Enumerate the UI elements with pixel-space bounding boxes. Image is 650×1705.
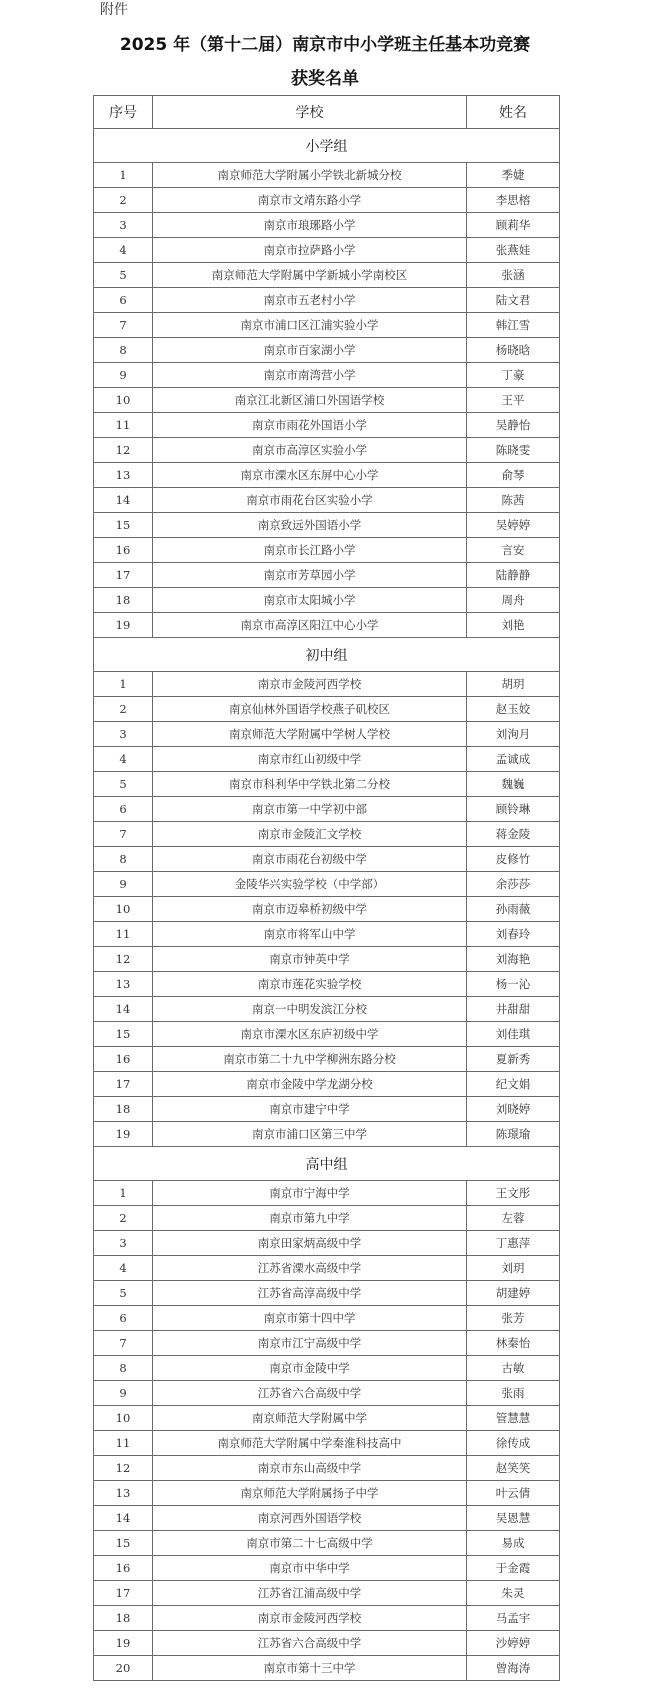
table-row [94,288,560,313]
row-name: 陆静静 [467,563,560,588]
table-row [94,1531,560,1556]
row-number: 7 [94,313,153,338]
row-school: 南京河西外国语学校 [153,1506,467,1531]
row-name: 韩江雪 [467,313,560,338]
row-number: 6 [94,1306,153,1331]
table-row [94,1097,560,1122]
row-name: 刘晓婷 [467,1097,560,1122]
row-school: 南京市迈皋桥初级中学 [153,897,467,922]
row-number: 6 [94,797,153,822]
row-name: 马孟宇 [467,1606,560,1631]
row-school: 南京市科利华中学铁北第二分校 [153,772,467,797]
row-school: 南京市百家湖小学 [153,338,467,363]
table-row [94,1072,560,1097]
row-number: 1 [94,1181,153,1206]
row-school: 南京市五老村小学 [153,288,467,313]
row-name: 丁惠萍 [467,1231,560,1256]
row-number: 16 [94,538,153,563]
row-number: 5 [94,772,153,797]
row-school: 江苏省溧水高级中学 [153,1256,467,1281]
table-row [94,413,560,438]
table-row [94,463,560,488]
row-school: 南京市第二十七高级中学 [153,1531,467,1556]
row-name: 刘佳琪 [467,1022,560,1047]
row-number: 6 [94,288,153,313]
row-school: 南京市江宁高级中学 [153,1331,467,1356]
table-row [94,1581,560,1606]
row-name: 沙婷婷 [467,1631,560,1656]
group-header-row [94,638,560,672]
row-name: 陈晓雯 [467,438,560,463]
row-school: 南京市琅琊路小学 [153,213,467,238]
row-school: 南京市金陵汇文学校 [153,822,467,847]
row-number: 9 [94,1381,153,1406]
roster-body [94,96,560,1681]
row-name: 张涵 [467,263,560,288]
row-number: 17 [94,563,153,588]
row-school: 南京市建宁中学 [153,1097,467,1122]
group-header-row [94,1147,560,1181]
row-name: 古敏 [467,1356,560,1381]
row-school: 江苏省江浦高级中学 [153,1581,467,1606]
table-row [94,697,560,722]
row-school: 南京市浦口区江浦实验小学 [153,313,467,338]
row-school: 南京市宁海中学 [153,1181,467,1206]
row-name: 吴静怡 [467,413,560,438]
table-row [94,772,560,797]
row-number: 12 [94,438,153,463]
row-name: 朱灵 [467,1581,560,1606]
row-school: 南京市第二十九中学柳洲东路分校 [153,1047,467,1072]
row-name: 刘玥 [467,1256,560,1281]
row-number: 18 [94,588,153,613]
row-school: 南京师范大学附属扬子中学 [153,1481,467,1506]
row-number: 10 [94,897,153,922]
table-row [94,722,560,747]
row-name: 胡建婷 [467,1281,560,1306]
row-school: 南京田家炳高级中学 [153,1231,467,1256]
row-name: 陈茜 [467,488,560,513]
row-number: 4 [94,1256,153,1281]
row-name: 夏新秀 [467,1047,560,1072]
table-row [94,797,560,822]
row-name: 林秦怡 [467,1331,560,1356]
row-number: 9 [94,872,153,897]
row-school: 南京市莲花实验学校 [153,972,467,997]
row-school: 南京市金陵中学 [153,1356,467,1381]
row-number: 19 [94,1122,153,1147]
row-name: 于金霞 [467,1556,560,1581]
row-school: 南京市南湾营小学 [153,363,467,388]
table-row [94,613,560,638]
table-row [94,1356,560,1381]
row-school: 南京师范大学附属中学秦淮科技高中 [153,1431,467,1456]
row-name: 余莎莎 [467,872,560,897]
table-row [94,1631,560,1656]
table-row [94,388,560,413]
row-number: 10 [94,1406,153,1431]
row-school: 南京市第一中学初中部 [153,797,467,822]
row-school: 南京师范大学附属中学新城小学南校区 [153,263,467,288]
row-name: 季婕 [467,163,560,188]
row-school: 南京市太阳城小学 [153,588,467,613]
row-number: 20 [94,1656,153,1681]
row-school: 南京市雨花台区实验小学 [153,488,467,513]
group-header-row [94,129,560,163]
table-row [94,1206,560,1231]
row-school: 南京市长江路小学 [153,538,467,563]
row-name: 顾铃琳 [467,797,560,822]
row-name: 言安 [467,538,560,563]
row-name: 张燕娃 [467,238,560,263]
row-name: 张芳 [467,1306,560,1331]
row-name: 刘洵月 [467,722,560,747]
table-row [94,1122,560,1147]
group-title: 初中组 [94,638,560,672]
table-row [94,1406,560,1431]
row-name: 陈璟瑜 [467,1122,560,1147]
table-row [94,997,560,1022]
row-name: 管慧慧 [467,1406,560,1431]
row-number: 13 [94,1481,153,1506]
table-row [94,188,560,213]
table-row [94,263,560,288]
table-row [94,1256,560,1281]
row-name: 俞琴 [467,463,560,488]
row-name: 井甜甜 [467,997,560,1022]
row-school: 南京市金陵河西学校 [153,1606,467,1631]
table-row [94,1481,560,1506]
row-name: 赵笑笑 [467,1456,560,1481]
row-number: 3 [94,722,153,747]
row-number: 8 [94,338,153,363]
row-name: 王文彤 [467,1181,560,1206]
document-subtitle: 获奖名单 [291,69,359,89]
row-name: 周舟 [467,588,560,613]
row-number: 11 [94,922,153,947]
row-school: 南京一中明发滨江分校 [153,997,467,1022]
award-roster-table [93,95,560,1681]
row-school: 南京师范大学附属中学树人学校 [153,722,467,747]
row-name: 易成 [467,1531,560,1556]
table-row [94,438,560,463]
row-name: 左蓉 [467,1206,560,1231]
row-number: 12 [94,1456,153,1481]
row-school: 南京致远外国语小学 [153,513,467,538]
row-school: 南京市高淳区阳江中心小学 [153,613,467,638]
row-number: 17 [94,1072,153,1097]
row-name: 刘海艳 [467,947,560,972]
table-row [94,1047,560,1072]
row-name: 胡玥 [467,672,560,697]
row-number: 2 [94,188,153,213]
row-number: 11 [94,1431,153,1456]
table-row [94,338,560,363]
row-name: 刘春玲 [467,922,560,947]
row-school: 南京市红山初级中学 [153,747,467,772]
row-name: 曾海涛 [467,1656,560,1681]
row-name: 王平 [467,388,560,413]
row-name: 刘艳 [467,613,560,638]
row-name: 吴恩慧 [467,1506,560,1531]
row-school: 南京市雨花台初级中学 [153,847,467,872]
table-row [94,1181,560,1206]
row-number: 19 [94,613,153,638]
row-name: 孙雨薇 [467,897,560,922]
row-name: 杨晓晗 [467,338,560,363]
row-name: 丁豪 [467,363,560,388]
row-school: 南京市金陵中学龙湖分校 [153,1072,467,1097]
attachment-label: 附件 [100,2,128,18]
row-name: 魏巍 [467,772,560,797]
table-row [94,1456,560,1481]
row-school: 南京江北新区浦口外国语学校 [153,388,467,413]
group-title: 小学组 [94,129,560,163]
row-number: 3 [94,213,153,238]
row-number: 5 [94,1281,153,1306]
row-school: 南京师范大学附属小学铁北新城分校 [153,163,467,188]
row-number: 15 [94,1531,153,1556]
row-name: 顾莉华 [467,213,560,238]
row-number: 16 [94,1556,153,1581]
table-row [94,872,560,897]
row-number: 14 [94,488,153,513]
table-row [94,1656,560,1681]
row-number: 2 [94,697,153,722]
row-school: 南京仙林外国语学校燕子矶校区 [153,697,467,722]
table-row [94,672,560,697]
row-school: 南京市第十四中学 [153,1306,467,1331]
row-number: 11 [94,413,153,438]
table-row [94,897,560,922]
row-number: 13 [94,463,153,488]
row-number: 16 [94,1047,153,1072]
row-number: 15 [94,1022,153,1047]
row-number: 8 [94,847,153,872]
table-row [94,1306,560,1331]
table-row [94,538,560,563]
row-school: 江苏省六合高级中学 [153,1631,467,1656]
row-number: 1 [94,672,153,697]
row-number: 3 [94,1231,153,1256]
row-name: 张雨 [467,1381,560,1406]
row-school: 南京市浦口区第三中学 [153,1122,467,1147]
row-name: 李思榕 [467,188,560,213]
table-row [94,313,560,338]
row-name: 杨一沁 [467,972,560,997]
row-name: 蒋金陵 [467,822,560,847]
row-number: 5 [94,263,153,288]
table-row [94,1381,560,1406]
row-school: 南京市溧水区东庐初级中学 [153,1022,467,1047]
row-number: 12 [94,947,153,972]
table-row [94,847,560,872]
row-name: 赵玉姣 [467,697,560,722]
row-number: 14 [94,1506,153,1531]
table-row [94,213,560,238]
row-school: 南京市金陵河西学校 [153,672,467,697]
row-number: 7 [94,822,153,847]
row-number: 1 [94,163,153,188]
row-name: 徐传成 [467,1431,560,1456]
table-row [94,822,560,847]
table-row [94,588,560,613]
row-school: 江苏省高淳高级中学 [153,1281,467,1306]
row-name: 陆文君 [467,288,560,313]
table-row [94,947,560,972]
table-row [94,488,560,513]
table-row [94,163,560,188]
row-school: 金陵华兴实验学校（中学部） [153,872,467,897]
row-school: 南京市钟英中学 [153,947,467,972]
row-name: 皮修竹 [467,847,560,872]
table-row [94,238,560,263]
row-number: 15 [94,513,153,538]
row-number: 19 [94,1631,153,1656]
row-number: 4 [94,238,153,263]
row-school: 南京市溧水区东屏中心小学 [153,463,467,488]
table-row [94,1331,560,1356]
row-name: 纪文娟 [467,1072,560,1097]
row-school: 南京市拉萨路小学 [153,238,467,263]
row-school: 南京市雨花外国语小学 [153,413,467,438]
table-row [94,1556,560,1581]
row-number: 13 [94,972,153,997]
group-title: 高中组 [94,1147,560,1181]
row-name: 孟诚成 [467,747,560,772]
row-number: 9 [94,363,153,388]
table-row [94,747,560,772]
row-number: 4 [94,747,153,772]
table-row [94,513,560,538]
table-row [94,1506,560,1531]
row-number: 10 [94,388,153,413]
table-row [94,1022,560,1047]
row-school: 南京师范大学附属中学 [153,1406,467,1431]
table-row [94,1606,560,1631]
header-number: 序号 [94,96,153,129]
table-header-row [94,96,560,129]
row-name: 叶云倩 [467,1481,560,1506]
row-number: 18 [94,1606,153,1631]
row-number: 17 [94,1581,153,1606]
table-row [94,922,560,947]
row-school: 南京市文靖东路小学 [153,188,467,213]
document-title: 2025 年（第十二届）南京市中小学班主任基本功竞赛 [119,35,531,55]
row-number: 18 [94,1097,153,1122]
table-row [94,1281,560,1306]
table-row [94,972,560,997]
header-school: 学校 [153,96,467,129]
row-school: 南京市高淳区实验小学 [153,438,467,463]
row-number: 8 [94,1356,153,1381]
row-name: 吴婷婷 [467,513,560,538]
row-number: 7 [94,1331,153,1356]
table-row [94,1431,560,1456]
table-row [94,363,560,388]
header-name: 姓名 [467,96,560,129]
row-school: 南京市将军山中学 [153,922,467,947]
table-row [94,563,560,588]
row-number: 14 [94,997,153,1022]
row-school: 南京市第九中学 [153,1206,467,1231]
row-school: 南京市芳草园小学 [153,563,467,588]
table-row [94,1231,560,1256]
row-school: 南京市东山高级中学 [153,1456,467,1481]
row-school: 南京市第十三中学 [153,1656,467,1681]
row-number: 2 [94,1206,153,1231]
row-school: 南京市中华中学 [153,1556,467,1581]
row-school: 江苏省六合高级中学 [153,1381,467,1406]
